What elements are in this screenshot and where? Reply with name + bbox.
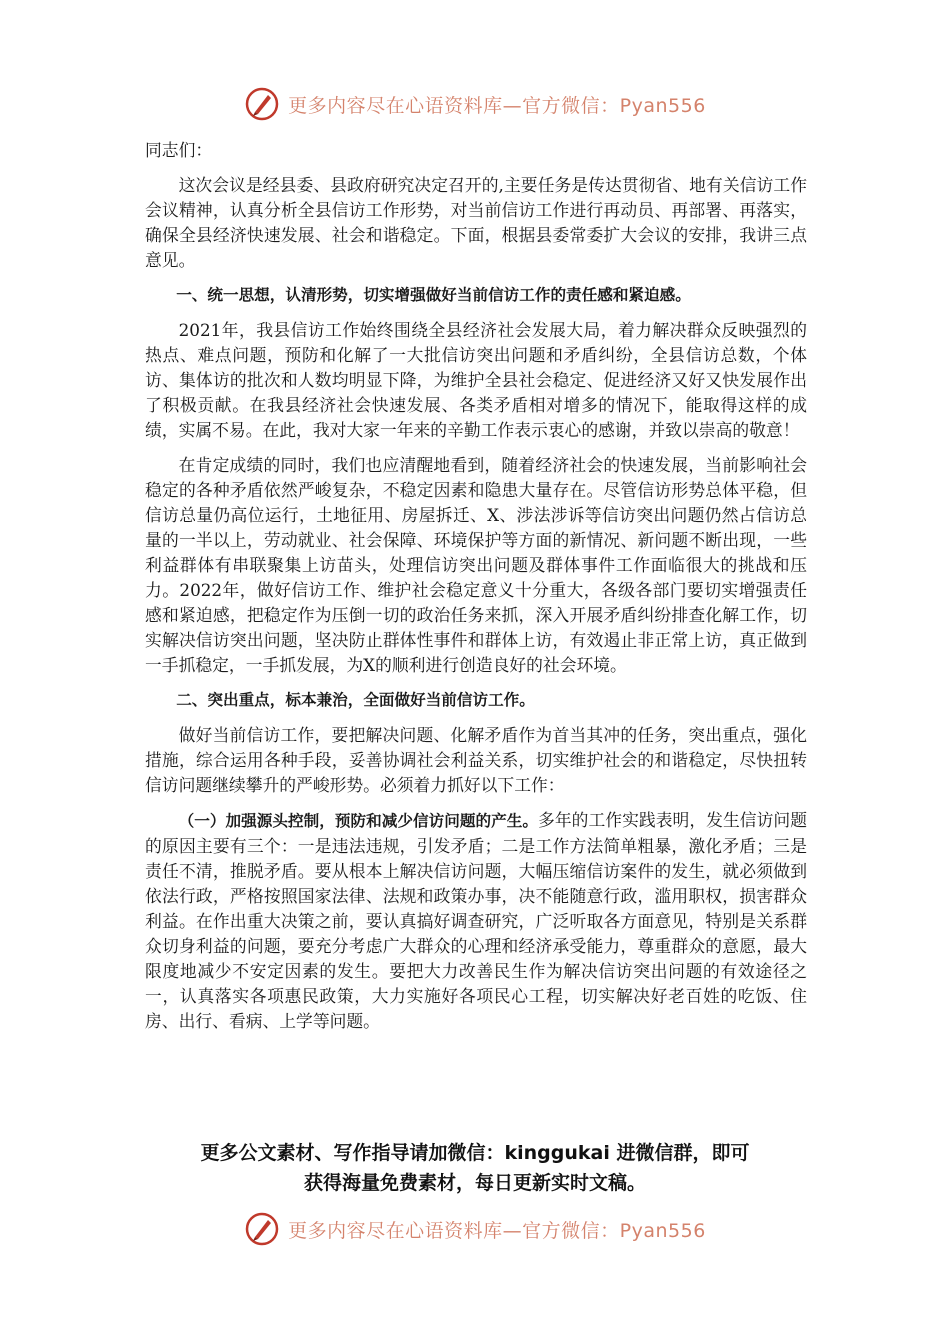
promo-line-2: 获得海量免费素材，每日更新实时文稿。 (303, 1172, 646, 1194)
paragraph: 2021年，我县信访工作始终围绕全县经济社会发展大局，着力解决群众反映强烈的热点、难点问题，预防和化解了一大批信访突出问题和矛盾纠纷，全县信访总数，个体访、集体访的批次和人数均明显下降，为维护全县社会稳定、促进经济又好又快发展作出了积极贡献。在我县经济社会快速发展、各类矛盾相对增多的情况下，能取得这样的成绩，实属不易。在此，我对大家一年来的辛勤工作表示衷心的感谢，并致以崇高的敬意！ (145, 320, 807, 440)
section-heading-2: 二、突出重点，标本兼治，全面做好当前信访工作。 (176, 691, 535, 709)
paragraph: 做好当前信访工作，要把解决问题、化解矛盾作为首当其冲的任务，突出重点，强化措施，综合运用各种手段，妥善协调社会利益关系，切实维护社会的和谐稳定，尽快扭转信访问题继续攀升的严峻形势。必须着力抓好以下工作： (145, 725, 807, 795)
promo-line-1: 更多公文素材、写作指导请加微信：kinggukai 进微信群，即可 (200, 1142, 750, 1164)
pen-logo-icon (244, 1211, 280, 1247)
pen-logo-icon (244, 86, 280, 122)
header-banner (0, 84, 950, 124)
subsection-paragraph (145, 808, 807, 1034)
salutation: 同志们： (145, 140, 213, 160)
intro-paragraph: 这次会议是经县委、县政府研究决定召开的,主要任务是传达贯彻省、地有关信访工作会议精神，认真分析全县信访工作形势，对当前信访工作进行再动员、再部署、再落实，确保全县经济快速发展、社会和谐稳定。下面，根据县委常委扩大会议的安排，我讲三点意见。 (145, 175, 807, 270)
promo-notice (100, 1138, 850, 1198)
section-heading-1: 一、统一思想，认清形势，切实增强做好当前信访工作的责任感和紧迫感。 (176, 286, 691, 304)
subsection-body: 多年的工作实践表明，发生信访问题的原因主要有三个：一是违法违规，引发矛盾；二是工作方法简单粗暴，激化矛盾；三是责任不清，推脱矛盾。要从根本上解决信访问题，大幅压缩信访案件的发生，就必须做到依法行政，严格按照国家法律、法规和政策办事，决不能随意行政，滥用职权，损害群众利益。在作出重大决策之前，要认真搞好调查研究，广泛听取各方面意见，特别是关系群众切身利益的问题，要充分考虑广大群众的心理和经济承受能力，尊重群众的意愿，最大限度地减少不安定因素的发生。要把大力改善民生作为解决信访突出问题的有效途径之一，认真落实各项惠民政策，大力实施好各项民心工程，切实解决好老百姓的吃饭、住房、出行、看病、上学等问题。 (145, 810, 807, 1031)
footer-banner (0, 1209, 950, 1249)
banner-text: 更多内容尽在心语资料库—官方微信：Pyan556 (288, 94, 706, 117)
banner-text: 更多内容尽在心语资料库—官方微信：Pyan556 (288, 1219, 706, 1242)
document-body (145, 138, 807, 1044)
paragraph: 在肯定成绩的同时，我们也应清醒地看到，随着经济社会的快速发展，当前影响社会稳定的各种矛盾依然严峻复杂，不稳定因素和隐患大量存在。尽管信访形势总体平稳，但信访总量仍高位运行，土地征用、房屋拆迁、X、涉法涉诉等信访突出问题仍然占信访总量的一半以上，劳动就业、社会保障、环境保护等方面的新情况、新问题不断出现，一些利益群体有串联聚集上访苗头，处理信访突出问题及群体事件工作面临很大的挑战和压力。2022年，做好信访工作、维护社会稳定意义十分重大，各级各部门要切实增强责任感和紧迫感，把稳定作为压倒一切的政治任务来抓，深入开展矛盾纠纷排查化解工作，切实解决信访突出问题，坚决防止群体性事件和群体上访，有效遏止非正常上访，真正做到一手抓稳定，一手抓发展，为X的顺利进行创造良好的社会环境。 (145, 455, 807, 675)
subsection-title: （一）加强源头控制，预防和减少信访问题的产生。 (178, 812, 538, 830)
